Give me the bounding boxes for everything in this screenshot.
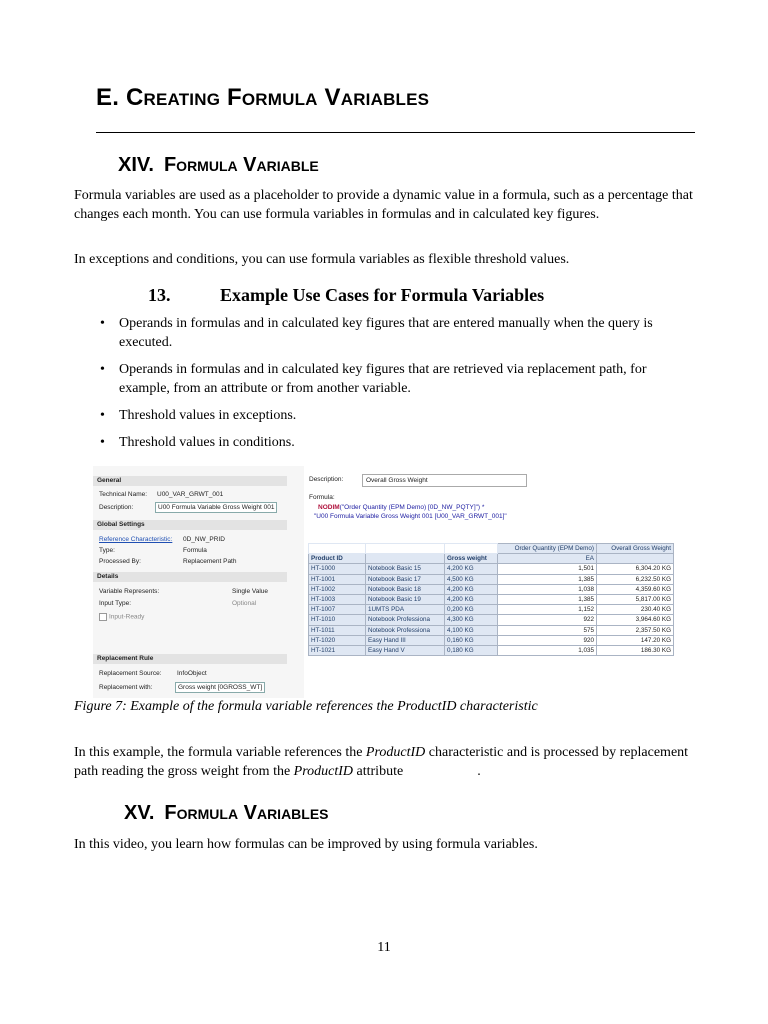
unit-cell — [597, 554, 674, 564]
group-global-settings: Global Settings — [93, 520, 287, 530]
column-header-product-id[interactable]: Product ID — [309, 554, 366, 564]
cell-gross-weight: 4,500 KG — [445, 574, 498, 584]
cell-overall-gross-weight: 2,357.50 KG — [597, 625, 674, 635]
column-header-name — [366, 554, 445, 564]
section-title: Formula Variable — [163, 154, 319, 176]
column-header-gross-weight[interactable]: Gross weight — [445, 554, 498, 564]
text-run: attribute — [353, 764, 404, 779]
cell-product-name: Notebook Basic 19 — [366, 594, 445, 604]
processed-by-label: Processed By: — [99, 558, 141, 565]
table-row — [309, 584, 674, 594]
chapter-heading: E. Creating Formula Variables — [96, 84, 430, 111]
replacement-source-value: InfoObject — [177, 670, 207, 677]
formula-description-label: Description: — [309, 476, 344, 483]
cell-product-name: Easy Hand V — [366, 645, 445, 655]
group-general: General — [93, 476, 287, 486]
cell-product-id: HT-1011 — [309, 625, 366, 635]
section-number: XIV. — [118, 154, 154, 176]
technical-name-label: Technical Name: — [99, 491, 148, 498]
cell-gross-weight: 4,300 KG — [445, 615, 498, 625]
cell-gross-weight: 4,100 KG — [445, 625, 498, 635]
cell-gross-weight: 4,200 KG — [445, 594, 498, 604]
description-label: Description: — [99, 504, 134, 511]
cell-product-name: Notebook Basic 15 — [366, 564, 445, 574]
cell-overall-gross-weight: 3,964.60 KG — [597, 615, 674, 625]
example-paragraph — [74, 743, 696, 781]
reference-characteristic-value: 0D_NW_PRID — [183, 536, 225, 543]
section-heading-xv — [124, 802, 329, 825]
text-run: In this example, the formula variable references the — [74, 745, 366, 760]
cell-overall-gross-weight: 147.20 KG — [597, 635, 674, 645]
paragraph: Formula variables are used as a placeholder to provide a dynamic value in a formula, such as a percentage that changes each month. You can use formula variables in formulas and in calculated key figures. — [74, 188, 693, 222]
list-item: • Threshold values in exceptions. — [74, 406, 696, 425]
cell-gross-weight: 0,200 KG — [445, 605, 498, 615]
cell-gross-weight: 4,200 KG — [445, 564, 498, 574]
figure-screenshot — [93, 466, 676, 698]
cell-order-quantity: 1,501 — [498, 564, 597, 574]
cell-product-name: 1UMTS PDA — [366, 605, 445, 615]
figure-caption: Figure 7: Example of the formula variable references the ProductID characteristic — [74, 699, 538, 714]
section-heading-xiv — [118, 154, 319, 177]
formula-result-panel — [304, 466, 676, 698]
table-row — [309, 605, 674, 615]
table-row — [309, 564, 674, 574]
cell-gross-weight: 0,180 KG — [445, 645, 498, 655]
table-row — [309, 594, 674, 604]
input-ready-checkbox[interactable] — [99, 613, 144, 621]
checkbox-icon — [99, 613, 107, 621]
cell-order-quantity: 1,038 — [498, 584, 597, 594]
cell-gross-weight: 0,160 KG — [445, 635, 498, 645]
formula-label: Formula: — [309, 494, 335, 501]
cell-product-name: Notebook Basic 18 — [366, 584, 445, 594]
emphasis: ProductID — [365, 745, 426, 760]
input-type-value[interactable]: Optional — [232, 600, 257, 607]
page-number: 11 — [377, 940, 391, 955]
emphasis: ProductID — [293, 764, 354, 779]
paragraph: In exceptions and conditions, you can use formula variables as flexible threshold values. — [74, 252, 570, 267]
cell-product-id: HT-1000 — [309, 564, 366, 574]
cell-overall-gross-weight: 6,304.20 KG — [597, 564, 674, 574]
cell-order-quantity: 1,385 — [498, 574, 597, 584]
subsection-heading — [148, 285, 544, 306]
cell-order-quantity: 1,152 — [498, 605, 597, 615]
processed-by-value: Replacement Path — [183, 558, 237, 565]
cell-product-name: Notebook Basic 17 — [366, 574, 445, 584]
paragraph: In this video, you learn how formulas can be improved by using formula variables. — [74, 837, 538, 852]
type-label: Type: — [99, 547, 115, 554]
cell-product-id: HT-1010 — [309, 615, 366, 625]
replacement-with-label: Replacement with: — [99, 684, 153, 691]
blank-cell — [309, 544, 366, 554]
table-row — [309, 615, 674, 625]
formula-operand: ("Order Quantity (EPM Demo) [0D_NW_PQTY]") * — [339, 504, 485, 511]
table-row — [309, 645, 674, 655]
group-details: Details — [93, 572, 287, 582]
cell-overall-gross-weight: 5,817.00 KG — [597, 594, 674, 604]
table-row — [309, 635, 674, 645]
cell-order-quantity: 920 — [498, 635, 597, 645]
cell-overall-gross-weight: 186.30 KG — [597, 645, 674, 655]
cell-order-quantity: 575 — [498, 625, 597, 635]
cell-overall-gross-weight: 4,359.60 KG — [597, 584, 674, 594]
formula-line-1 — [318, 504, 484, 511]
list-item: • Operands in formulas and in calculated key figures that are retrieved via replacement path, for example, from an attribute or from another variable. — [74, 360, 696, 398]
cell-product-id: HT-1020 — [309, 635, 366, 645]
cell-overall-gross-weight: 230.40 KG — [597, 605, 674, 615]
table-body — [309, 564, 674, 656]
cell-product-id: HT-1007 — [309, 605, 366, 615]
type-value: Formula — [183, 547, 207, 554]
column-header-overall-gross-weight[interactable]: Overall Gross Weight — [597, 544, 674, 554]
use-case-list — [74, 314, 696, 460]
input-type-label: Input Type: — [99, 600, 132, 607]
subsection-title: Example Use Cases for Formula Variables — [220, 285, 545, 305]
cell-overall-gross-weight: 6,232.50 KG — [597, 574, 674, 584]
section-number: XV. — [124, 802, 155, 824]
column-header-order-quantity[interactable]: Order Quantity (EPM Demo) — [498, 544, 597, 554]
cell-product-id: HT-1003 — [309, 594, 366, 604]
unit-cell: EA — [498, 554, 597, 564]
group-replacement-rule: Replacement Rule — [93, 654, 287, 664]
subsection-number: 13. — [148, 285, 171, 305]
replacement-with-field[interactable]: Gross weight [0GROSS_WT] — [175, 682, 265, 693]
list-item: • Operands in formulas and in calculated key figures that are entered manually when the query is executed. — [74, 314, 696, 352]
heading-rule — [96, 132, 695, 133]
description-field[interactable]: U00 Formula Variable Gross Weight 001 — [155, 502, 277, 513]
section-title: Formula Variables — [164, 802, 329, 824]
cell-gross-weight: 4,200 KG — [445, 584, 498, 594]
cell-product-id: HT-1002 — [309, 584, 366, 594]
technical-name-value: U00_VAR_GRWT_001 — [157, 491, 224, 498]
variable-properties-panel — [93, 466, 287, 698]
input-ready-label: Input-Ready — [109, 613, 145, 621]
result-table — [308, 543, 674, 656]
cell-order-quantity: 1,385 — [498, 594, 597, 604]
cell-product-id: HT-1001 — [309, 574, 366, 584]
blank-cell — [366, 544, 445, 554]
cell-product-name: Notebook Professiona — [366, 625, 445, 635]
replacement-source-label: Replacement Source: — [99, 670, 162, 677]
text-run: . — [477, 764, 481, 779]
variable-represents-value[interactable]: Single Value — [232, 588, 269, 595]
cell-product-id: HT-1021 — [309, 645, 366, 655]
text-run: characteristic and is processed by replacement path reading the gross weight from the — [74, 745, 689, 779]
formula-line-2: "U00 Formula Variable Gross Weight 001 [U00_VAR_GRWT_001]" — [314, 513, 507, 520]
reference-characteristic-link[interactable]: Reference Characteristic: — [99, 536, 173, 543]
cell-order-quantity: 1,035 — [498, 645, 597, 655]
blank-cell — [445, 544, 498, 554]
table-row — [309, 574, 674, 584]
cell-product-name: Notebook Professiona — [366, 615, 445, 625]
formula-function: NODIM — [318, 504, 340, 511]
cell-order-quantity: 922 — [498, 615, 597, 625]
cell-product-name: Easy Hand III — [366, 635, 445, 645]
variable-represents-label: Variable Represents: — [99, 588, 160, 595]
formula-description-field[interactable]: Overall Gross Weight — [362, 474, 527, 487]
table-row — [309, 625, 674, 635]
list-item: • Threshold values in conditions. — [74, 433, 696, 452]
